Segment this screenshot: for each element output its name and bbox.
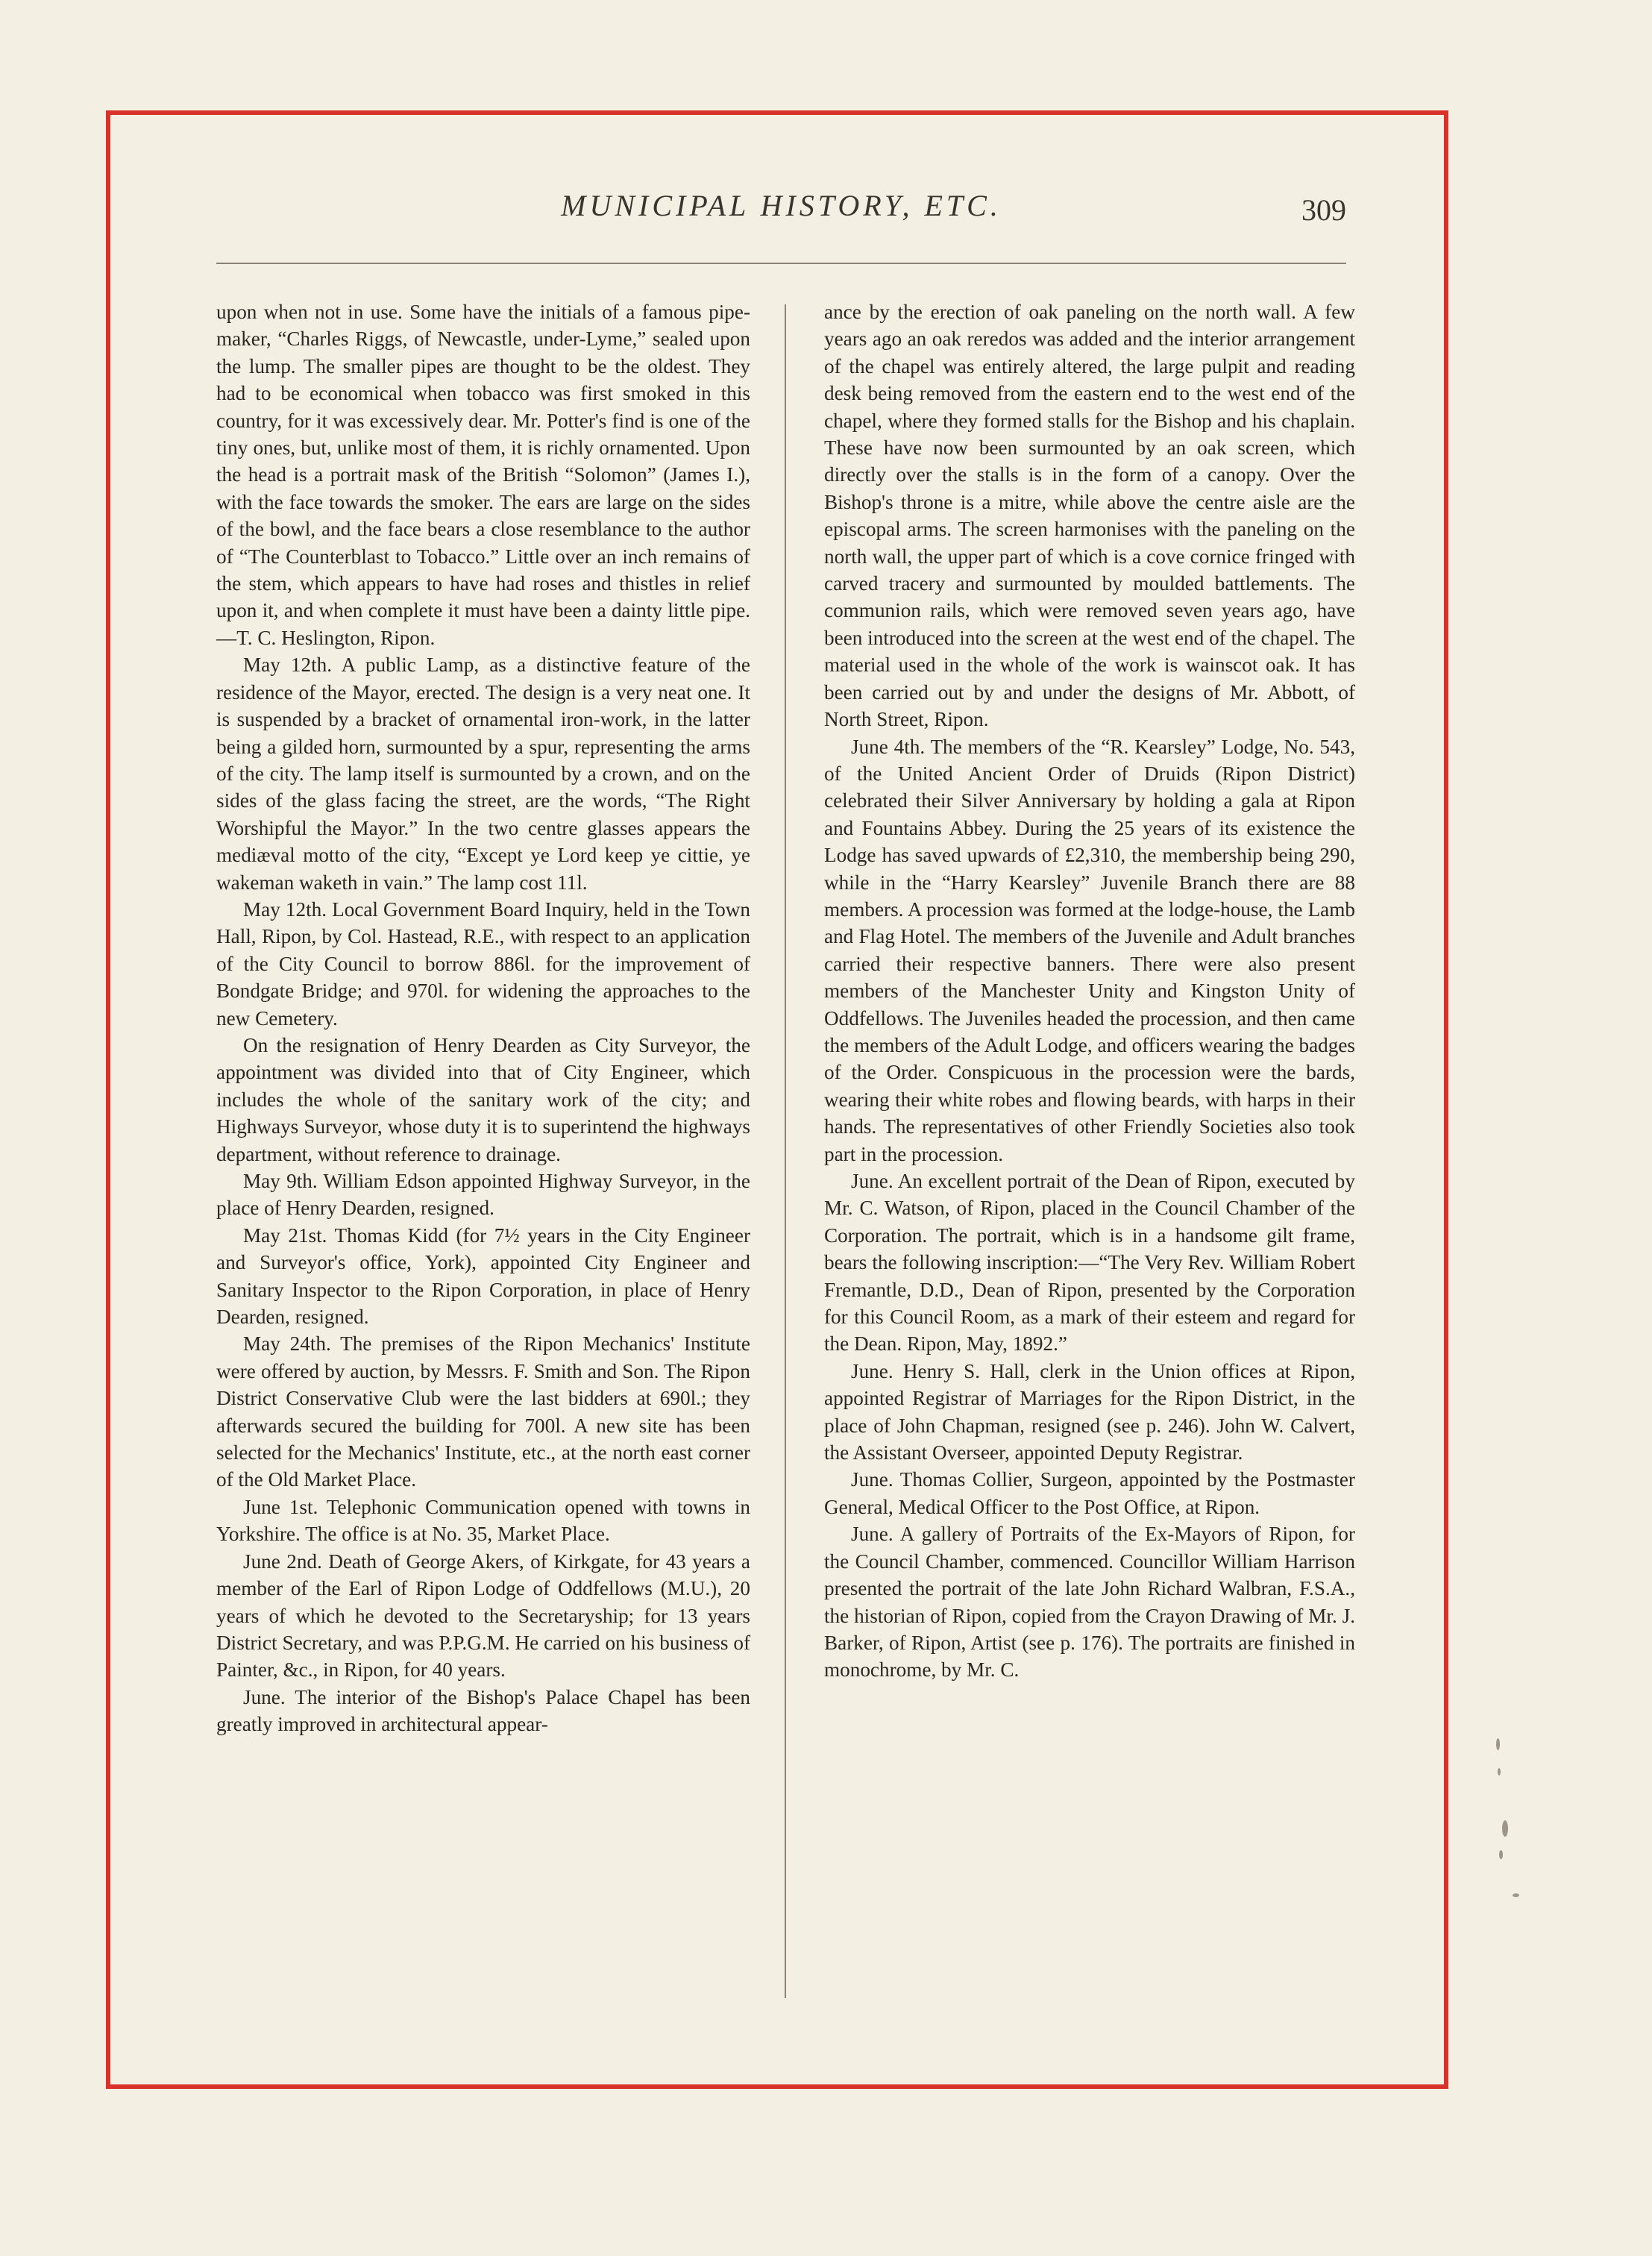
left-column bbox=[216, 298, 750, 1738]
paragraph: June. The interior of the Bishop's Palace Chapel has been greatly improved in architectural appear- bbox=[216, 1685, 750, 1736]
paragraph: May 21st. Thomas Kidd (for 7½ years in the City Engineer and Surveyor's office, York), appointed City Engineer and Sanitary Inspector to the Ripon Corporation, in place of Henry Dearden, resigned. bbox=[216, 1223, 750, 1329]
paragraph: May 12th. A public Lamp, as a distinctive feature of the residence of the Mayor, erected. The design is a very neat one. It is suspended by a bracket of ornamental iron-work, in the latter being a gilded horn, surmounted by a spur, representing the arms of the city. The lamp itself is surmounted by a crown, and on the sides of the glass facing the street, are the words, “The Right Worshipful the Mayor.” In the two centre glasses appears the mediæval motto of the city, “Except ye Lord keep ye cittie, ye wakeman waketh in vain.” The lamp cost 11l. bbox=[216, 654, 750, 894]
paragraph: upon when not in use. Some have the initials of a famous pipe-maker, “Charles Riggs, of Newcastle, under-Lyme,” sealed upon the lump. The smaller pipes are thought to be the oldest. They had to be economical when tobacco was first smoked in this country, for it was excessively dear. Mr. Potter's find is one of the tiny ones, but, unlike most of them, it is richly ornamented. Upon the head is a portrait mask of the British “Solomon” (James I.), with the face towards the smoker. The ears are large on the sides of the bowl, and the face bears a close resemblance to the author of “The Counterblast to Tobacco.” Little over an inch remains of the stem, which appears to have had roses and thistles in relief upon it, and when complete it must have been a dainty little pipe.—T. C. Heslington, Ripon. bbox=[216, 301, 750, 649]
right-column bbox=[824, 298, 1355, 1684]
page-number: 309 bbox=[1301, 193, 1346, 227]
paragraph: May 9th. William Edson appointed Highway Surveyor, in the place of Henry Dearden, resigned. bbox=[216, 1170, 750, 1220]
paragraph: June. An excellent portrait of the Dean of Ripon, executed by Mr. C. Watson, of Ripon, placed in the Council Chamber of the Corporation. The portrait, which is in a handsome gilt frame, bears the following inscription:—“The Very Rev. William Robert Fremantle, D.D., Dean of Ripon, presented by the Corporation for this Council Room, as a mark of their esteem and regard for the Dean. Ripon, May, 1892.” bbox=[824, 1170, 1355, 1356]
running-header bbox=[216, 188, 1346, 233]
paragraph: On the resignation of Henry Dearden as City Surveyor, the appointment was divided into that of City Engineer, which includes the whole of the sanitary work of the city; and Highways Surveyor, whose duty it is to superintend the highways department, without reference to drainage. bbox=[216, 1033, 750, 1165]
column-divider bbox=[785, 304, 786, 1998]
paper-blemish bbox=[1492, 1738, 1521, 1917]
paragraph: June 4th. The members of the “R. Kearsley” Lodge, No. 543, of the United Ancient Order of Druids (Ripon District) celebrated their Silver Anniversary by holding a gala at Ripon and Fountains Abbey. During the 25 years of its existence the Lodge has saved upwards of £2,310, the membership being 290, while in the “Harry Kearsley” Juvenile Branch there are 88 members. A procession was formed at the lodge-house, the Lamb and Flag Hotel. The members of the Juvenile and Adult branches carried their respective banners. There were also present members of the Manchester Unity and Kingston Unity of Oddfellows. The Juveniles headed the procession, and then came the members of the Adult Lodge, and officers wearing the badges of the Order. Conspicuous in the procession were the bards, wearing their white robes and flowing beards, with harps in their hands. The representatives of other Friendly Societies also took part in the procession. bbox=[824, 735, 1355, 1165]
paragraph: June. Thomas Collier, Surgeon, appointed by the Postmaster General, Medical Officer to the Post Office, at Ripon. bbox=[824, 1468, 1355, 1518]
running-title: MUNICIPAL HISTORY, ETC. bbox=[561, 189, 1002, 222]
paragraph: May 12th. Local Government Board Inquiry, held in the Town Hall, Ripon, by Col. Hastead, R.E., with respect to an application of the City Council to borrow 886l. for the improvement of Bondgate Bridge; and 970l. for widening the approaches to the new Cemetery. bbox=[216, 897, 750, 1030]
paragraph: June. A gallery of Portraits of the Ex-Mayors of Ripon, for the Council Chamber, commenced. Councillor William Harrison presented the portrait of the late John Richard Walbran, F.S.A., the historian of Ripon, copied from the Crayon Drawing of Mr. J. Barker, of Ripon, Artist (see p. 176). The portraits are finished in monochrome, by Mr. C. bbox=[824, 1523, 1355, 1682]
header-rule bbox=[216, 263, 1346, 264]
paragraph: June 1st. Telephonic Communication opened with towns in Yorkshire. The office is at No. 35, Market Place. bbox=[216, 1495, 750, 1546]
paragraph: May 24th. The premises of the Ripon Mechanics' Institute were offered by auction, by Messrs. F. Smith and Son. The Ripon District Conservative Club were the last bidders at 690l.; they afterwards secured the building for 700l. A new site has been selected for the Mechanics' Institute, etc., at the north east corner of the Old Market Place. bbox=[216, 1332, 750, 1491]
paragraph: ance by the erection of oak paneling on the north wall. A few years ago an oak reredos was added and the interior arrangement of the chapel was entirely altered, the large pulpit and reading desk being removed from the eastern end to the west end of the chapel, where they formed stalls for the Bishop and his chaplain. These have now been surmounted by an oak screen, which directly over the stalls is in the form of a canopy. Over the Bishop's throne is a mitre, while above the centre aisle are the episcopal arms. The screen harmonises with the paneling on the north wall, the upper part of which is a cove cornice fringed with carved tracery and surmounted by moulded battlements. The communion rails, which were removed seven years ago, have been introduced into the screen at the west end of the chapel. The material used in the whole of the work is wainscot oak. It has been carried out by and under the designs of Mr. Abbott, of North Street, Ripon. bbox=[824, 301, 1355, 731]
paragraph: June 2nd. Death of George Akers, of Kirkgate, for 43 years a member of the Earl of Ripon Lodge of Oddfellows (M.U.), 20 years of which he devoted to the Secretaryship; for 13 years District Secretary, and was P.P.G.M. He carried on his business of Painter, &c., in Ripon, for 40 years. bbox=[216, 1550, 750, 1682]
paragraph: June. Henry S. Hall, clerk in the Union offices at Ripon, appointed Registrar of Marriages for the Ripon District, in the place of John Chapman, resigned (see p. 246). John W. Calvert, the Assistant Overseer, appointed Deputy Registrar. bbox=[824, 1359, 1355, 1464]
